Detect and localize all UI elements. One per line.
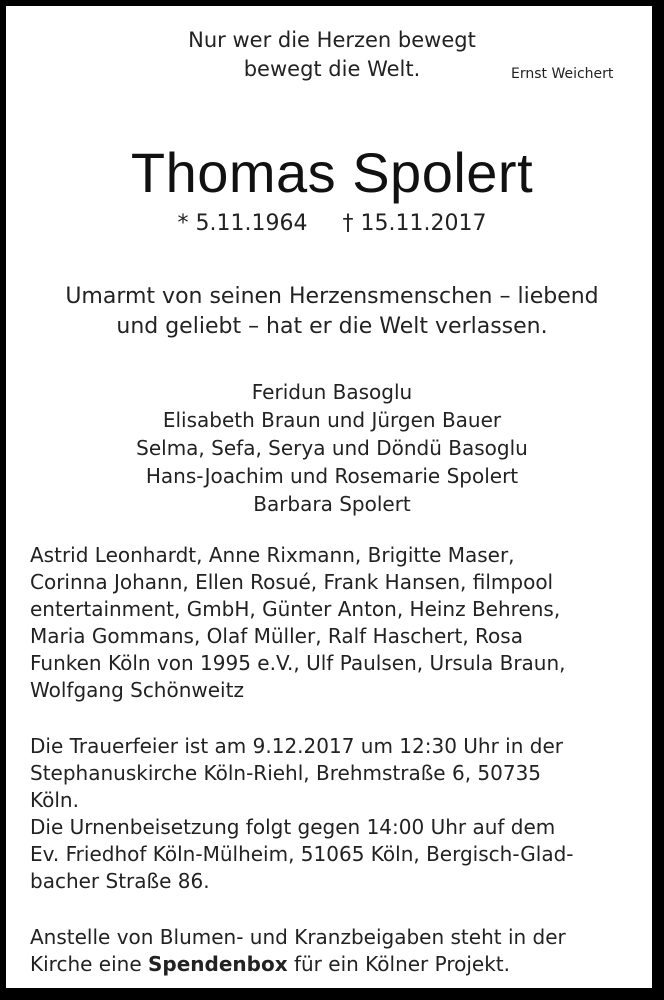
donation-line (30, 951, 640, 978)
service-line: bacher Straße 86. (30, 869, 210, 893)
quote-line: Nur wer die Herzen bewegt (188, 28, 476, 52)
donation-line: Anstelle von Blumen- und Kranzbeigaben steht in der (30, 925, 566, 949)
service-line: Köln. (30, 788, 79, 812)
service-line: Stephanuskirche Köln-Riehl, Brehmstraße 6, 50735 (30, 761, 542, 785)
donation-note (30, 924, 640, 978)
deceased-name: Thomas Spolert (130, 141, 534, 204)
death-date: † 15.11.2017 (342, 211, 487, 236)
friends-line: Astrid Leonhardt, Anne Rixmann, Brigitte Maser, (30, 543, 515, 567)
friends-line: entertainment, GmbH, Günter Anton, Heinz Behrens, (30, 597, 561, 621)
friends-line: Corinna Johann, Ellen Rosué, Frank Hansen, filmpool (30, 570, 554, 594)
quote-line: bewegt die Welt. (243, 57, 421, 81)
service-line: Die Trauerfeier ist am 9.12.2017 um 12:30 Uhr in der (30, 734, 563, 758)
family-member: Barbara Spolert (253, 492, 411, 516)
donation-text: für ein Kölner Projekt. (287, 952, 511, 976)
family-member: Hans-Joachim und Rosemarie Spolert (145, 464, 519, 488)
friends-line: Wolfgang Schönweitz (30, 678, 244, 702)
intro-text (0, 282, 664, 342)
life-dates (0, 211, 664, 236)
donation-box-label: Spendenbox (148, 952, 288, 976)
birth-date: * 5.11.1964 (177, 211, 308, 236)
intro-line: und geliebt – hat er die Welt verlassen. (116, 314, 548, 339)
family-list (0, 378, 664, 518)
family-member: Feridun Basoglu (251, 380, 413, 404)
family-member: Selma, Sefa, Serya und Döndü Basoglu (136, 436, 528, 460)
friends-line: Maria Gommans, Olaf Müller, Ralf Haschert, Rosa (30, 624, 523, 648)
service-line: Ev. Friedhof Köln-Mülheim, 51065 Köln, Bergisch-Glad- (30, 842, 574, 866)
service-line: Die Urnenbeisetzung folgt gegen 14:00 Uhr auf dem (30, 815, 556, 839)
service-info (30, 733, 640, 895)
friends-line: Funken Köln von 1995 e.V., Ulf Paulsen, Ursula Braun, (30, 651, 566, 675)
donation-text: Kirche eine (30, 952, 148, 976)
intro-line: Umarmt von seinen Herzensmenschen – liebend (65, 284, 599, 309)
family-member: Elisabeth Braun und Jürgen Bauer (162, 408, 502, 432)
friends-list (30, 542, 640, 704)
quote-author: Ernst Weichert (511, 66, 614, 82)
